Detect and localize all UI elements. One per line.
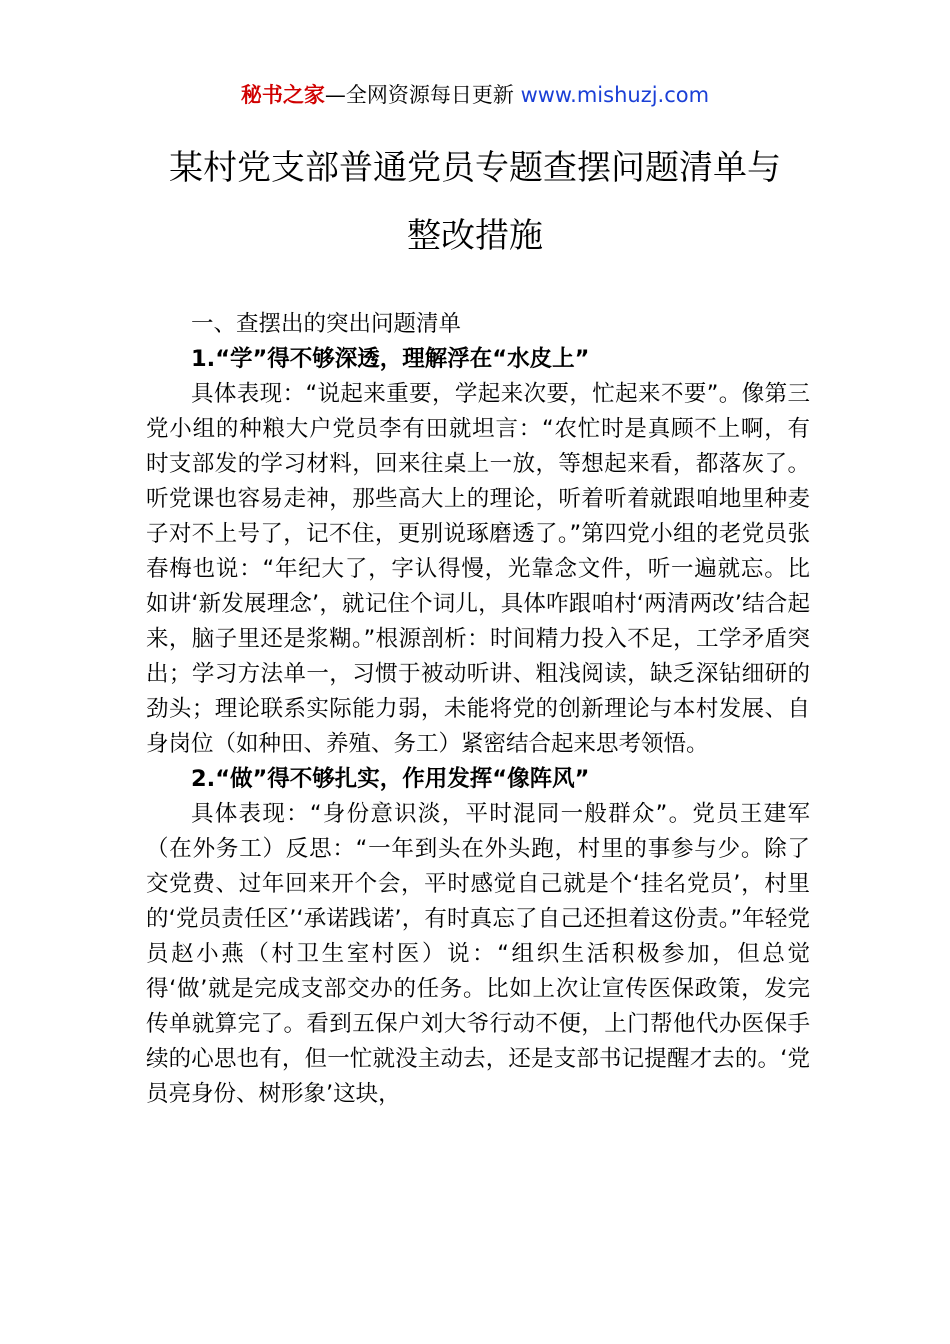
site-tagline: —全网资源每日更新 <box>324 83 521 107</box>
site-url[interactable]: www.mishuzj.com <box>520 83 710 107</box>
document-body <box>146 307 810 1112</box>
item-2-paragraph: 具体表现：“身份意识淡，平时混同一般群众”。党员王建军（在外务工）反思：“一年到头在外头跑，村里的事参与少。除了交党费、过年回来开个会，平时感觉自己就是个‘挂名党员’，村里的‘党员责任区’‘承诺践诺’，有时真忘了自己还担着这份责。”年轻党员赵小燕（村卫生室村医）说：“组织生活积极参加，但总觉得‘做’就是完成支部交办的任务。比如上次让宣传医保政策，发完传单就算完了。看到五保户刘大爷行动不便，上门帮他代办医保手续的心思也有，但一忙就没主动去，还是支部书记提醒才去的。‘党员亮身份、树形象’这块， <box>146 801 810 1107</box>
section-heading: 一、查摆出的突出问题清单 <box>191 311 462 337</box>
site-header <box>0 80 950 110</box>
document-title-line-1: 某村党支部普通党员专题查摆问题清单与 <box>169 148 781 188</box>
item-2-heading: 2.“做”得不够扎实，作用发挥“像阵风” <box>191 766 590 792</box>
item-1-heading: 1.“学”得不够深透，理解浮在“水皮上” <box>191 346 590 372</box>
site-brand: 秘书之家 <box>240 83 325 107</box>
document-title-line-2: 整改措施 <box>407 216 543 256</box>
item-1-paragraph: 具体表现：“说起来重要，学起来次要，忙起来不要”。像第三党小组的种粮大户党员李有田就坦言：“农忙时是真顾不上啊，有时支部发的学习材料，回来往桌上一放，等想起来看，都落灰了。听党课也容易走神，那些高大上的理论，听着听着就跟咱地里种麦子对不上号了，记不住，更别说琢磨透了。”第四党小组的老党员张春梅也说：“年纪大了，字认得慢，光靠念文件，听一遍就忘。比如讲‘新发展理念’，就记住个词儿，具体咋跟咱村‘两清两改’结合起来，脑子里还是浆糊。”根源剖析：时间精力投入不足，工学矛盾突出；学习方法单一，习惯于被动听讲、粗浅阅读，缺乏深钻细研的劲头；理论联系实际能力弱，未能将党的创新理论与本村发展、自身岗位（如种田、养殖、务工）紧密结合起来思考领悟。 <box>146 381 810 757</box>
